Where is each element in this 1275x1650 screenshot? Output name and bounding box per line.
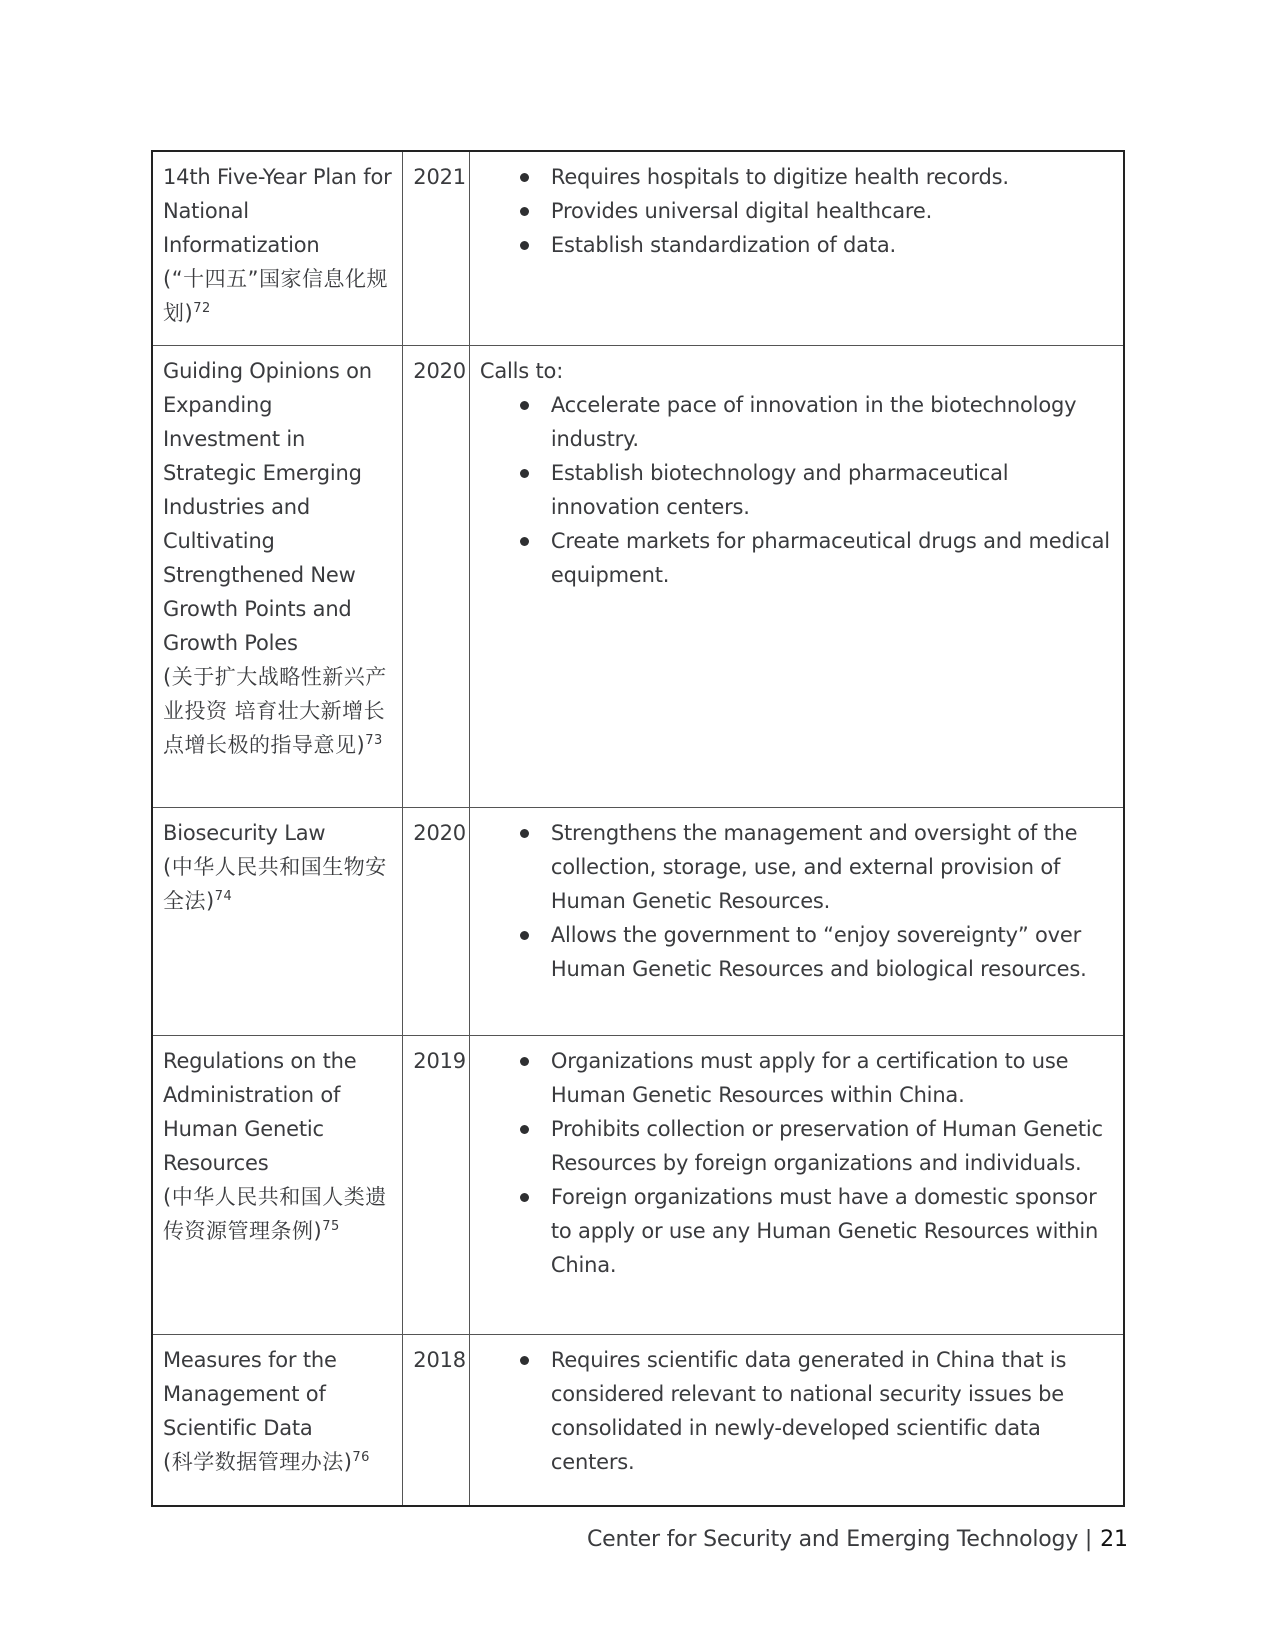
policy-name-cn: (科学数据管理办法)$^{76}$: [163, 1450, 370, 1474]
policy-description-cell: [469, 346, 1124, 808]
table-row: [152, 1335, 1124, 1507]
footnote-ref[interactable]: 74: [214, 889, 233, 904]
policy-name-cn: (关于扩大战略性新兴产业投资 培育壮大新增长点增长极的指导意见)$^{73}$: [163, 665, 387, 757]
bullet-list: [480, 1343, 1113, 1479]
table-row: [152, 1036, 1124, 1335]
footnote-ref[interactable]: 75: [322, 1219, 340, 1234]
policy-year-cell: 2021: [403, 151, 470, 346]
bullet-list: [480, 1044, 1113, 1282]
table-row: [152, 346, 1124, 808]
list-item: Foreign organizations must have a domestic sponsor to apply or use any Human Genetic Resources within China.: [551, 1180, 1113, 1282]
policy-name-en: 14th Five-Year Plan for National Informatization: [163, 165, 392, 257]
list-item: Organizations must apply for a certification to use Human Genetic Resources within China.: [551, 1044, 1113, 1112]
list-item: Provides universal digital healthcare.: [551, 194, 1113, 228]
policy-description-cell: [469, 1036, 1124, 1335]
footnote-ref[interactable]: 72: [193, 301, 211, 316]
table-row: [152, 151, 1124, 346]
list-item: Establish standardization of data.: [551, 228, 1113, 262]
policy-name-cell: [152, 151, 403, 346]
policy-table: [151, 150, 1125, 1507]
bullet-list: [480, 388, 1113, 592]
list-item: Accelerate pace of innovation in the biotechnology industry.: [551, 388, 1113, 456]
page-number: 21: [1100, 1527, 1128, 1552]
bullet-list: [480, 160, 1113, 262]
list-item: Create markets for pharmaceutical drugs and medical equipment.: [551, 524, 1113, 592]
policy-name-en: Guiding Opinions on Expanding Investment in Strategic Emerging Industries and Cultivating Strengthened New Growth Points and Growth Poles: [163, 359, 372, 655]
footer-organization: Center for Security and Emerging Technology |: [587, 1527, 1093, 1552]
policy-name-cn: (中华人民共和国生物安全法)$^{74}$: [163, 855, 387, 913]
footnote-ref[interactable]: 76: [352, 1450, 370, 1465]
policy-name-cn: (“十四五”国家信息化规划)$^{72}$: [163, 267, 388, 325]
policy-name-cell: [152, 808, 403, 1036]
list-item: Prohibits collection or preservation of Human Genetic Resources by foreign organizations and individuals.: [551, 1112, 1113, 1180]
policy-description-cell: [469, 151, 1124, 346]
policy-name-cn: (中华人民共和国人类遗传资源管理条例)$^{75}$: [163, 1185, 387, 1243]
policy-year-cell: 2020: [403, 346, 470, 808]
description-intro: Calls to:: [479, 359, 564, 383]
list-item: Establish biotechnology and pharmaceutical innovation centers.: [551, 456, 1113, 524]
bullet-list: [480, 816, 1113, 986]
table-row: [152, 808, 1124, 1036]
policy-name-cell: [152, 346, 403, 808]
list-item: Requires hospitals to digitize health records.: [551, 160, 1113, 194]
policy-year-cell: 2018: [403, 1335, 470, 1507]
policy-name-en: Measures for the Management of Scientific Data: [163, 1348, 337, 1440]
policy-name-cell: [152, 1335, 403, 1507]
list-item: Allows the government to “enjoy sovereignty” over Human Genetic Resources and biological resources.: [551, 918, 1113, 986]
policy-year-cell: 2019: [403, 1036, 470, 1335]
page-footer: [587, 1527, 1128, 1552]
policy-year-cell: 2020: [403, 808, 470, 1036]
policy-name-cell: [152, 1036, 403, 1335]
policy-name-en: Biosecurity Law: [163, 821, 326, 845]
policy-name-en: Regulations on the Administration of Human Genetic Resources: [163, 1049, 357, 1175]
list-item: Strengthens the management and oversight of the collection, storage, use, and external provision of Human Genetic Resources.: [551, 816, 1113, 918]
list-item: Requires scientific data generated in China that is considered relevant to national security issues be consolidated in newly-developed scientific data centers.: [551, 1343, 1113, 1479]
policy-description-cell: [469, 808, 1124, 1036]
policy-description-cell: [469, 1335, 1124, 1507]
footnote-ref[interactable]: 73: [365, 733, 383, 748]
